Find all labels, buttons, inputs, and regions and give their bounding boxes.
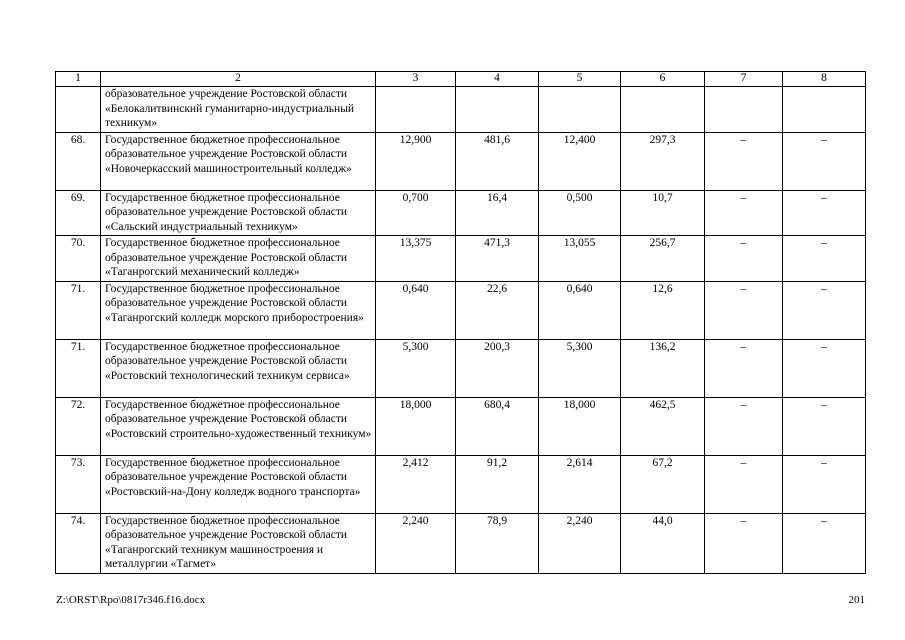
footer-file-path: Z:\ORST\Rpo\0817r346.f16.docx — [56, 594, 206, 606]
footer-page-number: 201 — [848, 594, 865, 606]
table-row — [56, 455, 866, 513]
institution-name: Государственное бюджетное профессиональное образовательное учреждение Ростовской области «Таганрогский колледж морского приборостроения» — [101, 281, 376, 339]
value-col-7: – — [705, 455, 783, 513]
row-number: 72. — [56, 397, 101, 455]
value-col-4 — [456, 87, 539, 133]
institution-name: Государственное бюджетное профессиональное образовательное учреждение Ростовской области «Сальский индустриальный техникум» — [101, 190, 376, 236]
value-col-7: – — [705, 397, 783, 455]
value-col-4: 200,3 — [456, 339, 539, 397]
table-row — [56, 132, 866, 190]
value-col-4: 78,9 — [456, 513, 539, 573]
value-col-5: 0,640 — [539, 281, 621, 339]
row-number: 71. — [56, 339, 101, 397]
value-col-5 — [539, 87, 621, 133]
row-number: 74. — [56, 513, 101, 573]
value-col-5: 13,055 — [539, 236, 621, 282]
value-col-8: – — [783, 236, 866, 282]
value-col-7 — [705, 87, 783, 133]
institution-name: Государственное бюджетное профессиональное образовательное учреждение Ростовской области «Таганрогский техникум машиностроения и металлургии «Тагмет» — [101, 513, 376, 573]
value-col-6: 67,2 — [621, 455, 705, 513]
table-header-row — [56, 72, 866, 87]
header-cell-4: 4 — [456, 72, 539, 87]
row-number: 70. — [56, 236, 101, 282]
row-number: 69. — [56, 190, 101, 236]
table-row — [56, 87, 866, 133]
value-col-3: 5,300 — [376, 339, 456, 397]
institution-name: Государственное бюджетное профессиональное образовательное учреждение Ростовской области «Ростовский технологический техникум сервиса» — [101, 339, 376, 397]
value-col-5: 2,240 — [539, 513, 621, 573]
header-cell-5: 5 — [539, 72, 621, 87]
value-col-8 — [783, 87, 866, 133]
value-col-5: 2,614 — [539, 455, 621, 513]
value-col-8: – — [783, 281, 866, 339]
value-col-7: – — [705, 281, 783, 339]
row-number: 71. — [56, 281, 101, 339]
header-cell-2: 2 — [101, 72, 376, 87]
value-col-8: – — [783, 339, 866, 397]
row-number: 68. — [56, 132, 101, 190]
header-cell-1: 1 — [56, 72, 101, 87]
value-col-4: 471,3 — [456, 236, 539, 282]
value-col-4: 22,6 — [456, 281, 539, 339]
institution-name: Государственное бюджетное профессиональное образовательное учреждение Ростовской области «Ростовский-на-Дону колледж водного транспорта» — [101, 455, 376, 513]
value-col-8: – — [783, 190, 866, 236]
value-col-3: 2,240 — [376, 513, 456, 573]
value-col-8: – — [783, 132, 866, 190]
value-col-3: 2,412 — [376, 455, 456, 513]
table-row — [56, 236, 866, 282]
institution-name: образовательное учреждение Ростовской области «Белокалитвинский гуманитарно-индустриальный техникум» — [101, 87, 376, 133]
value-col-3: 12,900 — [376, 132, 456, 190]
value-col-5: 18,000 — [539, 397, 621, 455]
value-col-6 — [621, 87, 705, 133]
value-col-7: – — [705, 236, 783, 282]
value-col-7: – — [705, 339, 783, 397]
value-col-7: – — [705, 513, 783, 573]
value-col-3: 0,640 — [376, 281, 456, 339]
value-col-3 — [376, 87, 456, 133]
value-col-6: 256,7 — [621, 236, 705, 282]
institution-name: Государственное бюджетное профессиональное образовательное учреждение Ростовской области «Новочеркасский машиностроительный колледж» — [101, 132, 376, 190]
institution-name: Государственное бюджетное профессиональное образовательное учреждение Ростовской области «Ростовский строительно-художественный техникум» — [101, 397, 376, 455]
value-col-6: 10,7 — [621, 190, 705, 236]
value-col-4: 91,2 — [456, 455, 539, 513]
value-col-3: 0,700 — [376, 190, 456, 236]
table-row — [56, 190, 866, 236]
value-col-5: 0,500 — [539, 190, 621, 236]
value-col-6: 297,3 — [621, 132, 705, 190]
value-col-3: 18,000 — [376, 397, 456, 455]
table-row — [56, 397, 866, 455]
table-row — [56, 339, 866, 397]
header-cell-7: 7 — [705, 72, 783, 87]
table-row — [56, 281, 866, 339]
value-col-8: – — [783, 513, 866, 573]
institution-name: Государственное бюджетное профессиональное образовательное учреждение Ростовской области «Таганрогский механический колледж» — [101, 236, 376, 282]
table-row — [56, 513, 866, 573]
value-col-8: – — [783, 397, 866, 455]
header-cell-8: 8 — [783, 72, 866, 87]
value-col-5: 5,300 — [539, 339, 621, 397]
header-cell-3: 3 — [376, 72, 456, 87]
value-col-3: 13,375 — [376, 236, 456, 282]
value-col-4: 16,4 — [456, 190, 539, 236]
value-col-6: 12,6 — [621, 281, 705, 339]
row-number — [56, 87, 101, 133]
value-col-6: 462,5 — [621, 397, 705, 455]
value-col-5: 12,400 — [539, 132, 621, 190]
data-table — [55, 71, 866, 574]
value-col-4: 680,4 — [456, 397, 539, 455]
row-number: 73. — [56, 455, 101, 513]
value-col-7: – — [705, 132, 783, 190]
value-col-8: – — [783, 455, 866, 513]
header-cell-6: 6 — [621, 72, 705, 87]
value-col-7: – — [705, 190, 783, 236]
value-col-4: 481,6 — [456, 132, 539, 190]
value-col-6: 136,2 — [621, 339, 705, 397]
value-col-6: 44,0 — [621, 513, 705, 573]
